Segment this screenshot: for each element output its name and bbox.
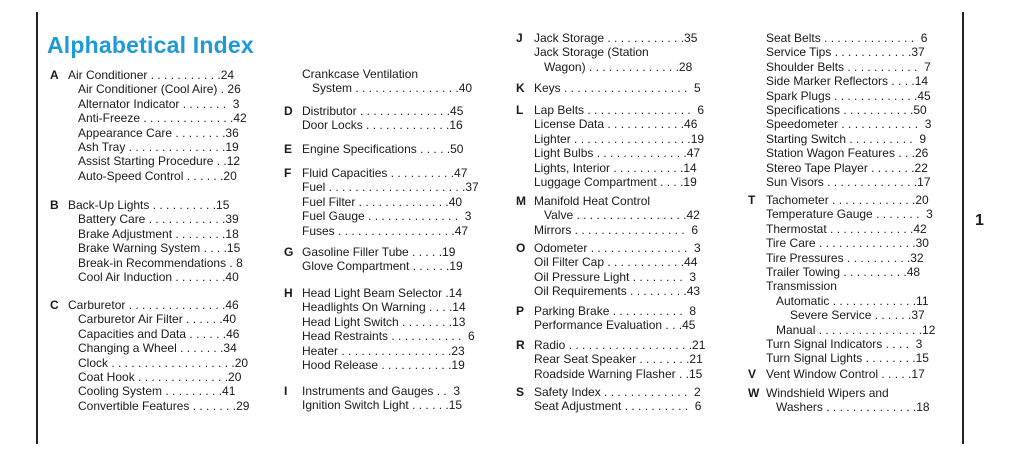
index-letter-group [284, 166, 479, 238]
index-entry: Manual . . . . . . . . . . . . . . . .12 [776, 322, 936, 337]
index-letter-group [516, 194, 700, 237]
index-letter: C [50, 298, 59, 312]
index-letter-group [516, 241, 701, 299]
index-entry: Thermostat . . . . . . . . . . . . .42 [766, 221, 927, 236]
index-entry: Tachometer . . . . . . . . . . . . .20 [766, 193, 929, 207]
index-entry: Windshield Wipers and [766, 386, 889, 400]
index-entry: Lights, Interior . . . . . . . . . . .14 [534, 160, 697, 175]
index-letter-group [50, 298, 250, 413]
index-entry: Oil Filter Cap . . . . . . . . . . . .44 [534, 255, 698, 270]
index-letter: D [284, 104, 293, 118]
index-entry: Oil Pressure Light . . . . . . . . 3 [534, 269, 697, 284]
index-entry: Oil Requirements . . . . . . . . .43 [534, 284, 701, 299]
index-entry: Valve . . . . . . . . . . . . . . . . .42 [544, 208, 700, 223]
left-rule [36, 12, 38, 444]
index-letter-group [748, 367, 925, 381]
index-entry: Crankcase Ventilation [302, 67, 419, 81]
index-entry: Turn Signal Lights . . . . . . . .15 [766, 351, 929, 366]
page-title: Alphabetical Index [47, 32, 254, 58]
index-entry: Seat Belts . . . . . . . . . . . . . . 6 [766, 31, 928, 45]
index-entry: Tire Pressures . . . . . . . . . .32 [766, 250, 924, 265]
index-entry: Ignition Switch Light . . . . . .15 [302, 398, 463, 413]
index-entry: Manifold Heat Control [534, 194, 651, 208]
index-letter-group [284, 104, 464, 133]
index-letter: M [516, 194, 526, 208]
index-entry: Cooling System . . . . . . . . .41 [78, 384, 236, 399]
index-entry: Alternator Indicator . . . . . . . 3 [78, 96, 240, 111]
index-entry: Safety Index . . . . . . . . . . . . . 2 [534, 385, 701, 399]
index-entry: Vent Window Control . . . . .17 [766, 367, 925, 381]
index-entry: Odometer . . . . . . . . . . . . . . . 3 [534, 241, 701, 255]
index-entry: Roadside Warning Flasher . .15 [534, 366, 703, 381]
index-entry: Light Bulbs . . . . . . . . . . . . . .47 [534, 146, 701, 161]
index-entry: Speedometer . . . . . . . . . . . . 3 [766, 117, 932, 132]
index-entry: Capacities and Data . . . . . .46 [78, 326, 240, 341]
index-entry: Heater . . . . . . . . . . . . . . . . .23 [302, 343, 465, 358]
index-entry: Jack Storage (Station [534, 45, 649, 60]
index-entry: Fuel Gauge . . . . . . . . . . . . . . 3 [302, 209, 472, 224]
index-letter: T [748, 193, 756, 207]
index-letter: L [516, 103, 524, 117]
index-letter-group [50, 68, 247, 183]
index-entry: Battery Care . . . . . . . . . . . .39 [78, 212, 239, 227]
index-entry: Coat Hook . . . . . . . . . . . . . .20 [78, 370, 242, 385]
index-entry: Mirrors . . . . . . . . . . . . . . . . . 6 [534, 222, 699, 237]
index-entry: Stereo Tape Player . . . . . . .22 [766, 160, 928, 175]
index-letter: S [516, 385, 525, 399]
index-letter: H [284, 286, 293, 300]
index-entry: Automatic . . . . . . . . . . . . .11 [776, 293, 929, 308]
index-letter-group [516, 81, 701, 95]
index-entry: Fuel . . . . . . . . . . . . . . . . . . . . .37 [302, 180, 479, 195]
index-entry: Head Light Beam Selector .14 [302, 286, 463, 300]
index-letter: F [284, 166, 292, 180]
index-letter-group [748, 386, 930, 415]
index-entry: Tire Care . . . . . . . . . . . . . . .30 [766, 236, 929, 251]
index-entry: Break-in Recommendations . 8 [78, 255, 243, 270]
index-entry: Fuel Filter . . . . . . . . . . . . . .40 [302, 194, 463, 209]
index-entry: Spark Plugs . . . . . . . . . . . . .45 [766, 88, 931, 103]
index-entry: Hood Release . . . . . . . . . . .19 [302, 358, 465, 373]
index-entry: Seat Adjustment . . . . . . . . . . 6 [534, 399, 702, 414]
index-entry: Glove Compartment . . . . . .19 [302, 259, 463, 274]
index-entry: Carburetor . . . . . . . . . . . . . . .46 [68, 298, 239, 312]
index-entry: Ash Tray . . . . . . . . . . . . . . .19 [78, 140, 239, 155]
index-entry: Clock . . . . . . . . . . . . . . . . . . .20 [78, 355, 249, 370]
index-entry: Gasoline Filler Tube . . . . .19 [302, 245, 456, 259]
index-entry: Service Tips . . . . . . . . . . . .37 [766, 45, 925, 60]
index-entry: Back-Up Lights . . . . . . . . . .15 [68, 198, 230, 212]
index-letter-group [50, 198, 243, 285]
index-entry: Brake Warning System . . . .15 [78, 241, 241, 256]
index-entry: Air Conditioner (Cool Aire) . 26 [78, 82, 241, 97]
index-letter-group [284, 245, 463, 274]
index-entry: Head Light Switch . . . . . . . .13 [302, 314, 466, 329]
index-letter-group [284, 142, 464, 156]
index-entry: Specifications . . . . . . . . . . .50 [766, 103, 927, 118]
index-entry: Head Restraints . . . . . . . . . . . 6 [302, 329, 475, 344]
index-entry: Lighter . . . . . . . . . . . . . . . . . .19 [534, 131, 705, 146]
index-entry: Lap Belts . . . . . . . . . . . . . . . . 6 [534, 103, 705, 117]
index-letter: K [516, 81, 525, 95]
index-entry: Wagon) . . . . . . . . . . . . . .28 [544, 59, 693, 74]
index-entry: Jack Storage . . . . . . . . . . . .35 [534, 31, 698, 45]
index-entry: Carburetor Air Filter . . . . . .40 [78, 312, 237, 327]
index-entry: Luggage Compartment . . . .19 [534, 175, 697, 190]
index-letter-group [516, 31, 698, 74]
index-entry: Rear Seat Speaker . . . . . . . .21 [534, 352, 703, 367]
index-entry: Station Wagon Features . . .26 [766, 146, 929, 161]
index-entry: Anti-Freeze . . . . . . . . . . . . . .42 [78, 111, 247, 126]
index-letter-group [516, 338, 706, 381]
index-letter: V [748, 367, 757, 381]
index-entry: Auto-Speed Control . . . . . .20 [78, 168, 237, 183]
index-letter-group [516, 385, 702, 414]
index-entry: Fluid Capacities . . . . . . . . . .47 [302, 166, 468, 180]
index-entry: Assist Starting Procedure . .12 [78, 154, 241, 169]
index-entry: Air Conditioner . . . . . . . . . . .24 [68, 68, 235, 82]
index-entry: Headlights On Warning . . . .14 [302, 300, 466, 315]
index-entry: Cool Air Induction . . . . . . . .40 [78, 270, 239, 285]
index-letter-group [284, 286, 475, 373]
right-rule [962, 12, 964, 444]
index-letter: J [516, 31, 523, 45]
index-entry: License Data . . . . . . . . . . . .46 [534, 117, 698, 132]
index-letter: W [748, 386, 760, 400]
index-entry: Shoulder Belts . . . . . . . . . . . 7 [766, 59, 931, 74]
index-entry: System . . . . . . . . . . . . . . . .40 [312, 81, 473, 96]
index-entry: Appearance Care . . . . . . . .36 [78, 125, 239, 140]
index-entry: Washers . . . . . . . . . . . . . .18 [776, 400, 930, 415]
index-entry: Keys . . . . . . . . . . . . . . . . . . . 5 [534, 81, 701, 95]
index-entry: Severe Service . . . . . .37 [790, 308, 925, 323]
index-letter-group [748, 193, 936, 366]
index-entry: Side Marker Reflectors . . . .14 [766, 74, 929, 89]
index-letter-group [516, 103, 705, 190]
index-entry: Starting Switch . . . . . . . . . . 9 [766, 131, 927, 146]
index-letter-group [766, 31, 931, 189]
index-entry: Sun Visors . . . . . . . . . . . . . .17 [766, 175, 931, 190]
index-entry: Transmission [766, 279, 837, 294]
index-letter: A [50, 68, 59, 82]
index-entry: Brake Adjustment . . . . . . . .18 [78, 226, 239, 241]
index-letter: G [284, 245, 294, 259]
index-entry: Distributor . . . . . . . . . . . . . .45 [302, 104, 464, 118]
index-letter: E [284, 142, 293, 156]
index-entry: Engine Specifications . . . . .50 [302, 142, 464, 156]
index-entry: Door Locks . . . . . . . . . . . . .16 [302, 118, 463, 133]
index-entry: Performance Evaluation . . .45 [534, 318, 696, 333]
index-entry: Trailer Towing . . . . . . . . . .48 [766, 265, 921, 280]
index-entry: Turn Signal Indicators . . . . 3 [766, 337, 923, 352]
index-letter: B [50, 198, 59, 212]
index-letter-group [284, 384, 463, 413]
index-entry: Temperature Gauge . . . . . . . 3 [766, 207, 933, 222]
index-entry: Instruments and Gauges . . 3 [302, 384, 461, 398]
index-letter-group [302, 67, 472, 96]
index-letter: O [516, 241, 526, 255]
index-letter: P [516, 304, 525, 318]
index-letter-group [516, 304, 697, 333]
index-entry: Convertible Features . . . . . . .29 [78, 398, 250, 413]
index-entry: Fuses . . . . . . . . . . . . . . . . . .47 [302, 223, 469, 238]
index-entry: Changing a Wheel . . . . . . .34 [78, 341, 237, 356]
index-letter: I [284, 384, 288, 398]
index-letter: R [516, 338, 525, 352]
page-number: 1 [975, 212, 984, 229]
index-entry: Radio . . . . . . . . . . . . . . . . . . .21 [534, 338, 706, 352]
index-entry: Parking Brake . . . . . . . . . . . 8 [534, 304, 697, 318]
